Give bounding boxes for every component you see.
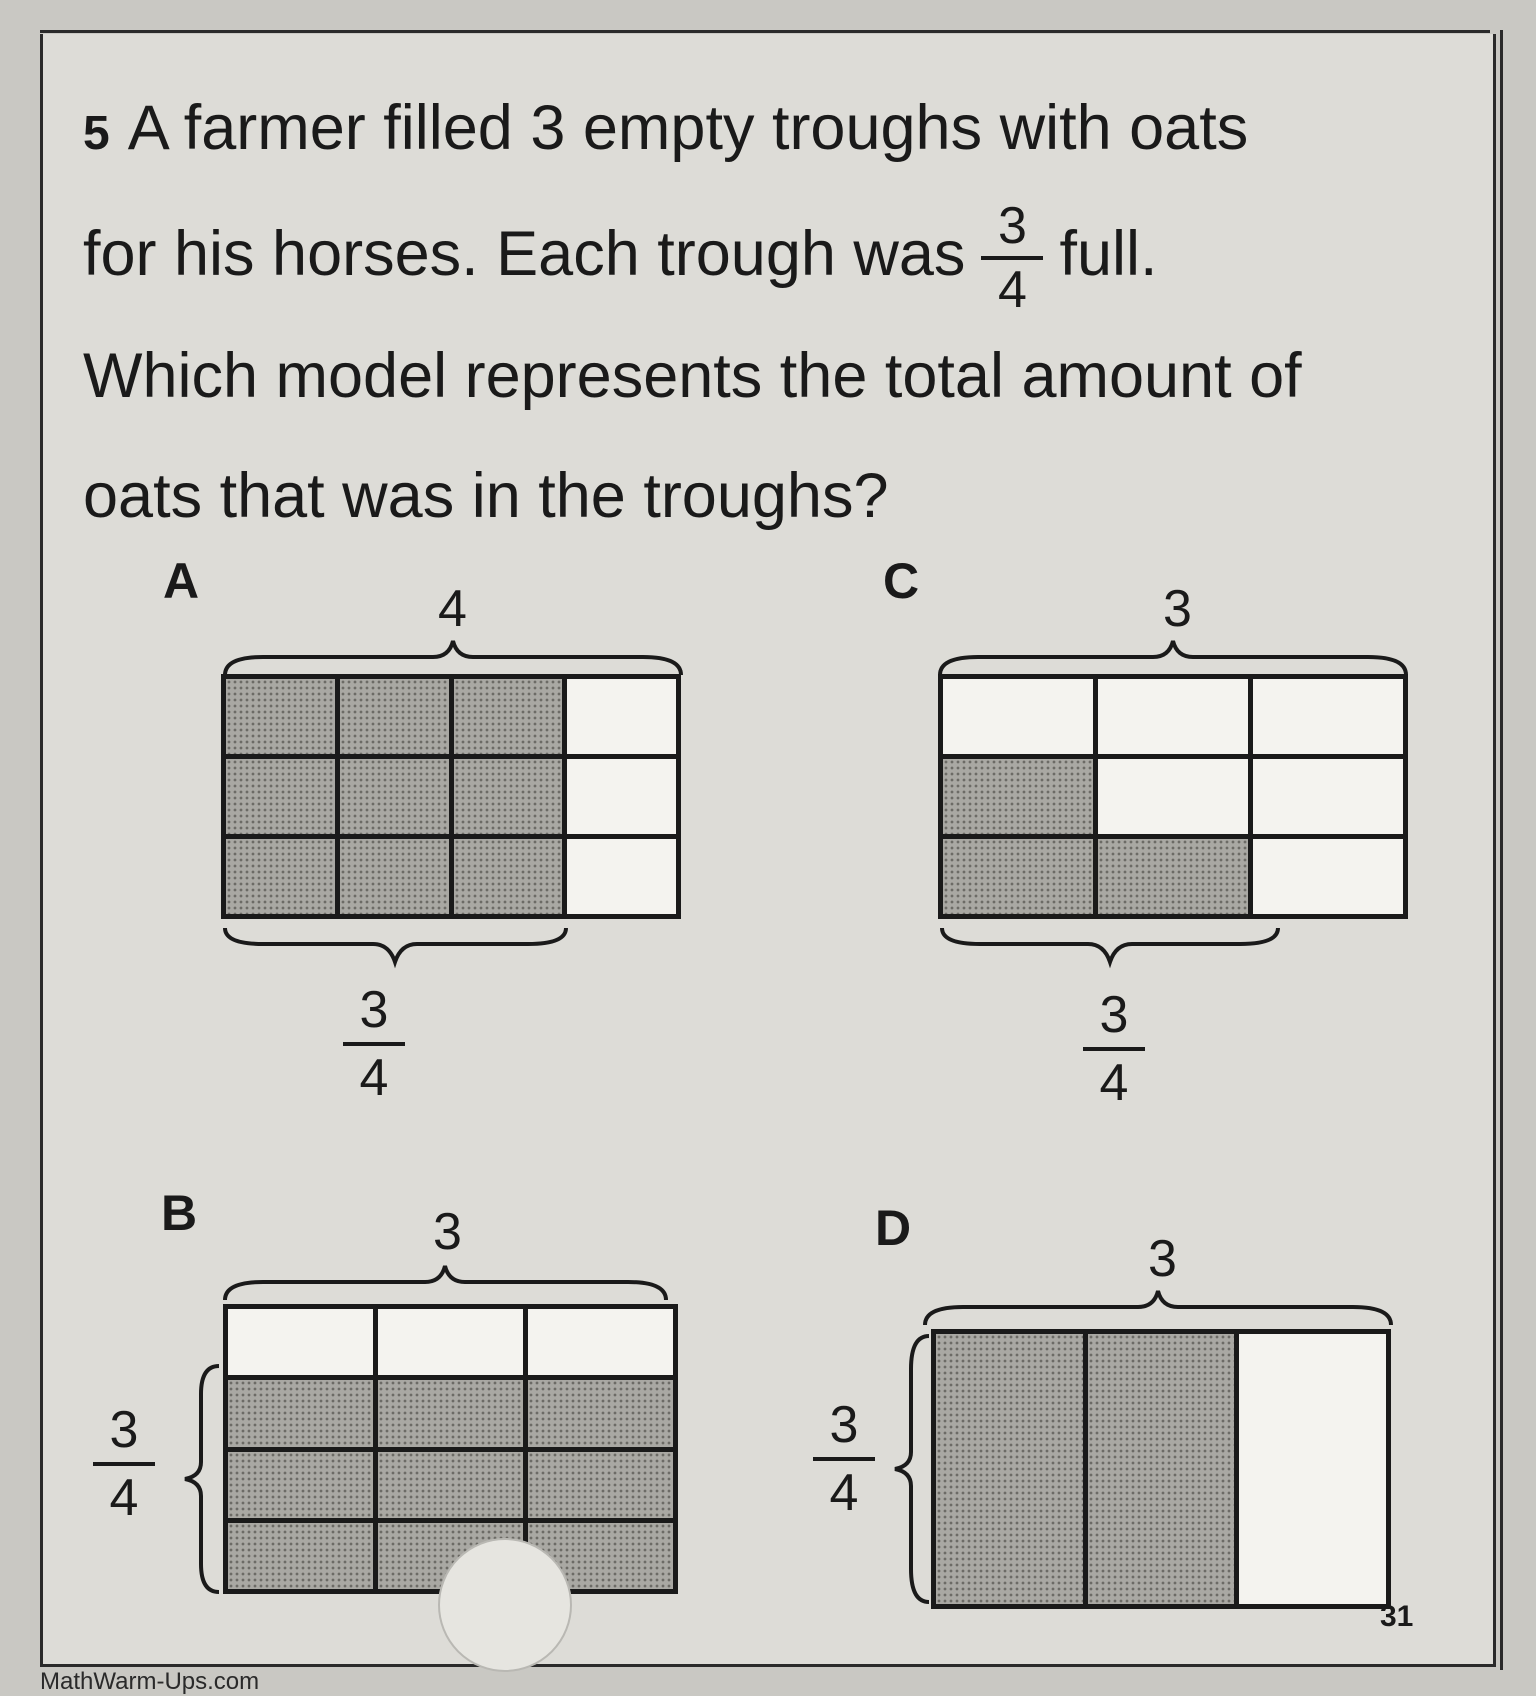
option-b-side-brace — [183, 1364, 223, 1594]
option-d-model — [931, 1329, 1391, 1609]
option-c-top-label: 3 — [1163, 580, 1192, 638]
question-text — [83, 68, 1302, 556]
model-cell — [528, 1309, 673, 1375]
question-line-4: oats that was in the troughs? — [83, 461, 889, 532]
model-cell — [1098, 839, 1248, 914]
model-cell — [943, 839, 1093, 914]
option-c-top-brace — [938, 639, 1408, 679]
model-cell — [1253, 759, 1403, 834]
option-a-letter[interactable]: A — [163, 553, 200, 609]
model-cell — [226, 679, 335, 754]
question-line-1: 5 A farmer filled 3 empty troughs with oats — [83, 93, 1249, 163]
option-a-model — [221, 674, 681, 919]
footer-site: MathWarm-Ups.com — [40, 1668, 260, 1695]
option-a-fraction: 3 4 — [343, 984, 405, 1104]
model-cell — [228, 1523, 373, 1589]
option-d-fraction: 3 4 — [813, 1399, 875, 1519]
model-cell — [340, 759, 449, 834]
model-cell — [943, 759, 1093, 834]
option-d-side-brace — [893, 1334, 933, 1604]
model-cell — [567, 759, 676, 834]
model-cell — [1088, 1334, 1235, 1604]
option-d-top-label: 3 — [1148, 1230, 1177, 1288]
right-rule — [1500, 30, 1503, 1670]
model-cell — [943, 679, 1093, 754]
model-cell — [1253, 839, 1403, 914]
model-cell — [228, 1309, 373, 1375]
model-cell — [454, 679, 563, 754]
model-cell — [226, 839, 335, 914]
question-line-3: Which model represents the total amount of — [83, 341, 1302, 412]
page-number: 31 — [1380, 1600, 1414, 1633]
question-number: 5 — [83, 107, 110, 160]
model-cell — [567, 679, 676, 754]
model-cell — [226, 759, 335, 834]
model-cell — [1253, 679, 1403, 754]
model-cell — [378, 1380, 523, 1446]
model-cell — [228, 1452, 373, 1518]
model-cell — [340, 679, 449, 754]
option-b-top-brace — [223, 1264, 668, 1304]
option-c-letter[interactable]: C — [883, 553, 920, 609]
option-c-fraction: 3 4 — [1083, 989, 1145, 1109]
punch-hole — [438, 1538, 572, 1672]
option-d-top-brace — [923, 1289, 1393, 1329]
option-a-top-label: 4 — [438, 580, 467, 638]
fraction-three-quarters: $\frac{3}{4}$ — [981, 200, 1043, 316]
option-a-bottom-brace — [223, 926, 568, 966]
model-cell — [1098, 759, 1248, 834]
model-cell — [340, 839, 449, 914]
option-c-model — [938, 674, 1408, 919]
model-cell — [378, 1309, 523, 1375]
model-cell — [528, 1452, 673, 1518]
top-rule — [40, 30, 1490, 33]
worksheet-page — [40, 34, 1496, 1667]
option-b-top-label: 3 — [433, 1203, 462, 1261]
option-b-letter[interactable]: B — [161, 1185, 198, 1241]
option-d-letter[interactable]: D — [875, 1200, 912, 1256]
option-c-bottom-brace — [940, 926, 1280, 966]
model-cell — [454, 839, 563, 914]
option-a-top-brace — [223, 639, 683, 679]
model-cell — [567, 839, 676, 914]
option-b-model — [223, 1304, 678, 1594]
model-cell — [454, 759, 563, 834]
question-line-2: for his horses. Each trough was $\frac{3}{4}$ full. — [83, 197, 1158, 320]
model-cell — [228, 1380, 373, 1446]
model-cell — [528, 1380, 673, 1446]
model-cell — [1098, 679, 1248, 754]
model-cell — [1239, 1334, 1386, 1604]
option-b-fraction: 3 4 — [93, 1404, 155, 1524]
model-cell — [936, 1334, 1083, 1604]
model-cell — [378, 1452, 523, 1518]
